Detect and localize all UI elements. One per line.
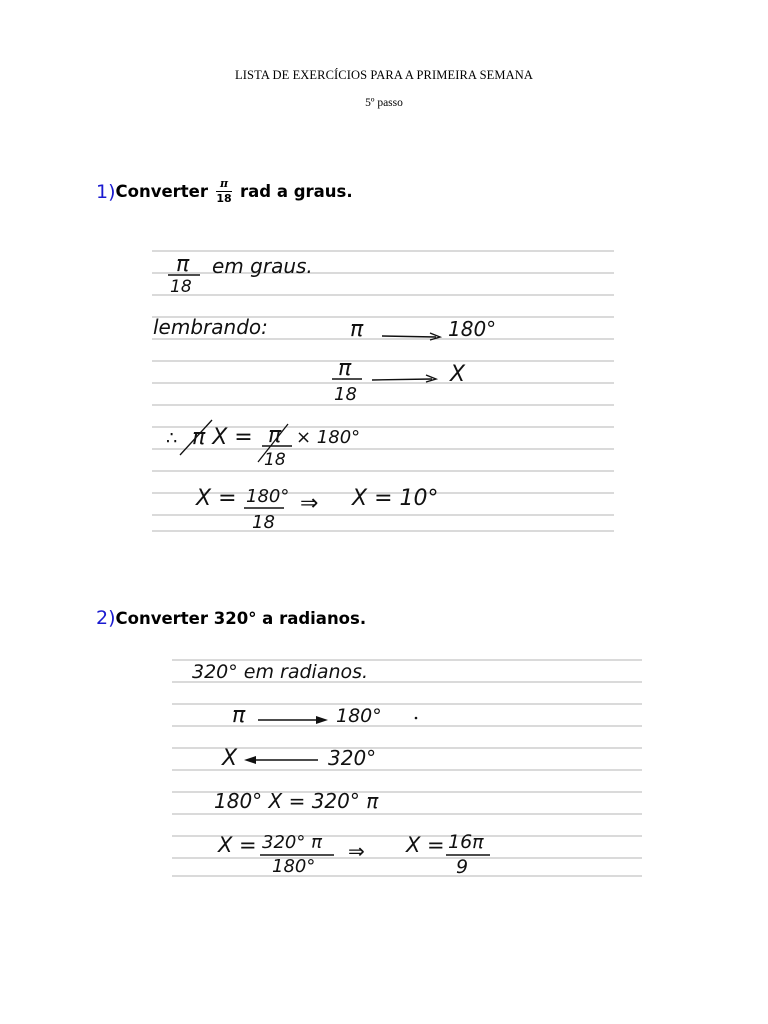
hw1-line1-num: π bbox=[176, 252, 190, 277]
hw1-eq2-left: X = bbox=[196, 486, 237, 511]
hw2-pi: π bbox=[232, 703, 246, 728]
hw1-eq2-num: 180° bbox=[246, 486, 290, 507]
hw1-implies: ⇒ bbox=[300, 491, 319, 516]
hw2-180: 180° bbox=[336, 705, 382, 727]
hw1-eq1-left: π X = bbox=[192, 425, 253, 450]
document-title: LISTA DE EXERCÍCIOS PARA A PRIMEIRA SEMANA bbox=[235, 68, 533, 82]
hw2-result-den: 9 bbox=[456, 856, 469, 878]
hw2-eq1: 180° X = 320° π bbox=[214, 789, 379, 813]
hw2-arrow-1-head bbox=[316, 716, 328, 724]
hw2-320: 320° bbox=[328, 746, 377, 770]
hw1-x: X bbox=[450, 362, 466, 387]
hw1-eq1-num: π bbox=[268, 423, 282, 448]
hw2-result-left: X = bbox=[406, 833, 445, 857]
hw2-x: X bbox=[222, 746, 238, 771]
hw2-eq2-num: 320° π bbox=[262, 832, 322, 853]
fraction-numerator: π bbox=[219, 177, 229, 190]
hw1-lembrando: lembrando: bbox=[153, 315, 268, 339]
hw2-eq2-den: 180° bbox=[272, 856, 316, 877]
exercise-1-number: 1) bbox=[96, 180, 116, 203]
exercise-2-number: 2) bbox=[96, 607, 116, 629]
exercise-2-text: Converter 320° a radianos. bbox=[115, 608, 367, 628]
hw1-line3-den: 18 bbox=[334, 384, 357, 405]
hw2-line1: 320° em radianos. bbox=[192, 661, 369, 683]
hw1-pi: π bbox=[350, 317, 364, 342]
hw2-eq2-left: X = bbox=[218, 833, 257, 857]
hw1-eq1-right: × 180° bbox=[296, 427, 361, 448]
document-subtitle: 5º passo bbox=[365, 97, 403, 109]
hw1-line3-num: π bbox=[338, 356, 352, 381]
hw2-result-num: 16π bbox=[448, 831, 484, 853]
hw1-line1-den: 18 bbox=[170, 277, 192, 297]
hw1-eq1-den: 18 bbox=[264, 450, 286, 470]
hw2-implies: ⇒ bbox=[348, 839, 365, 863]
hw1-result: X = 10° bbox=[352, 486, 439, 511]
fraction-denominator: 18 bbox=[216, 192, 232, 206]
hw1-therefore: ∴ bbox=[166, 428, 178, 449]
exercise-1-text-after: rad a graus. bbox=[240, 182, 353, 202]
exercise-1-text-before: Converter bbox=[115, 182, 209, 202]
hw2-dot bbox=[415, 717, 418, 720]
hw1-180: 180° bbox=[448, 317, 497, 341]
hw2-arrow-2-head bbox=[244, 756, 256, 764]
hw1-line1-text: em graus. bbox=[212, 254, 313, 278]
hw1-eq2-den: 18 bbox=[252, 512, 275, 533]
